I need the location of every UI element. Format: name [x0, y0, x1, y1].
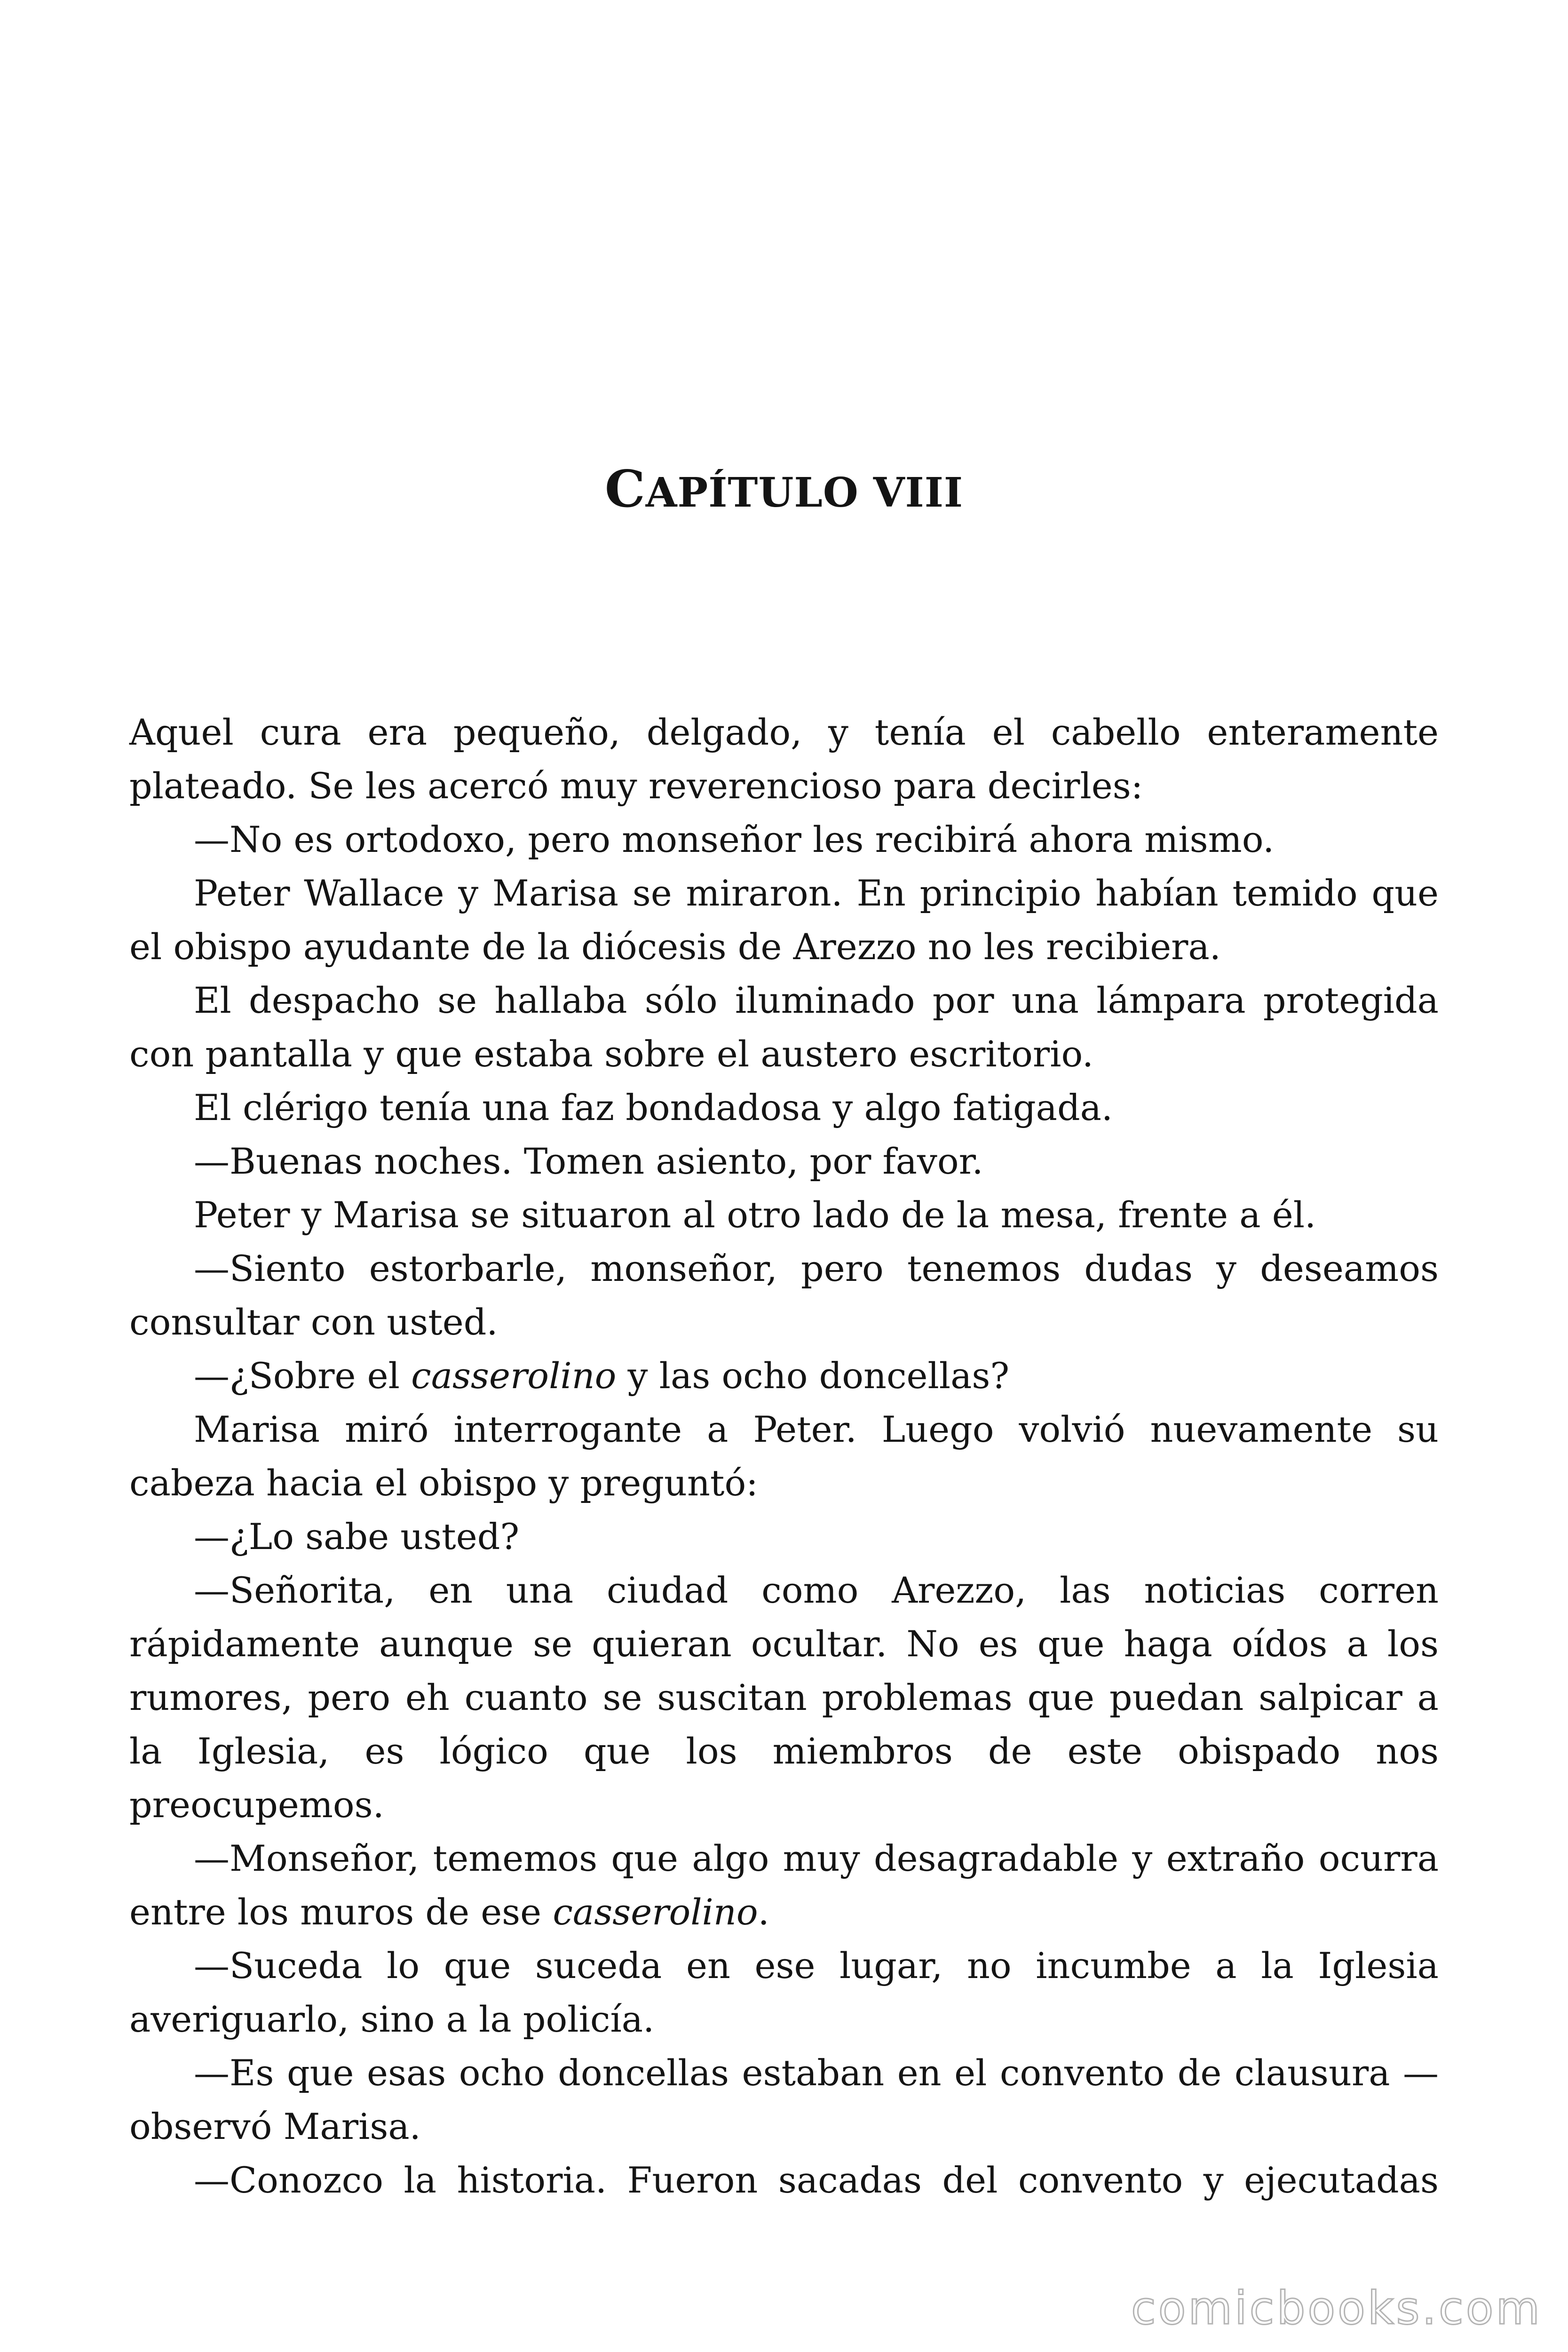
paragraph-text: —¿Sobre el	[194, 1355, 412, 1397]
paragraph-text: —Señorita, en una ciudad como Arezzo, las noticias corren rápidamente aunque se quieran ocultar. No es que haga oídos a los rumores, pero eh cuanto se suscitan problemas que puedan salpicar a la Iglesia, es lógico que los miembros de este obispado nos preocupemos.	[129, 1569, 1439, 1826]
paragraph-text: .	[758, 1891, 769, 1933]
paragraph	[129, 813, 1439, 866]
paragraph	[129, 1349, 1439, 1403]
paragraph	[129, 866, 1439, 974]
paragraph	[129, 1832, 1439, 1939]
paragraph	[129, 1939, 1439, 2046]
paragraph	[129, 2153, 1439, 2207]
paragraph-text: —Suceda lo que suceda en ese lugar, no incumbe a la Iglesia averiguarlo, sino a la policía.	[129, 1945, 1439, 2040]
paragraph-text: Marisa miró interrogante a Peter. Luego volvió nuevamente su cabeza hacia el obispo y preguntó:	[129, 1408, 1439, 1504]
paragraph-text: —¿Lo sabe usted?	[194, 1516, 520, 1557]
paragraph-text: Aquel cura era pequeño, delgado, y tenía el cabello enteramente plateado. Se les acercó muy reverencioso para decirles:	[129, 711, 1439, 807]
paragraph	[129, 1081, 1439, 1135]
italic-term: casserolino	[553, 1891, 758, 1933]
paragraph	[129, 2046, 1439, 2153]
paragraph	[129, 1188, 1439, 1242]
site-watermark: comicbooks.com	[1131, 2282, 1542, 2335]
paragraph	[129, 1564, 1439, 1832]
paragraph	[129, 1510, 1439, 1564]
italic-term: casserolino	[411, 1355, 617, 1397]
paragraph	[129, 974, 1439, 1081]
paragraph-text: El clérigo tenía una faz bondadosa y algo fatigada.	[194, 1087, 1113, 1128]
paragraph-text: —Buenas noches. Tomen asiento, por favor.	[194, 1140, 983, 1182]
paragraph-text: —No es ortodoxo, pero monseñor les recibirá ahora mismo.	[194, 818, 1275, 860]
paragraph-text: Peter y Marisa se situaron al otro lado de la mesa, frente a él.	[194, 1194, 1316, 1236]
paragraph-text: —Es que esas ocho doncellas estaban en el convento de clausura —observó Marisa.	[129, 2052, 1439, 2147]
paragraph	[129, 706, 1439, 813]
paragraph	[129, 1135, 1439, 1188]
paragraph	[129, 1242, 1439, 1349]
paragraph-text: El despacho se hallaba sólo iluminado por una lámpara protegida con pantalla y que estaba sobre el austero escritorio.	[129, 979, 1439, 1075]
chapter-title-initial: C	[604, 460, 646, 519]
paragraph-text: —Monseñor, tememos que algo muy desagradable y extraño ocurra entre los muros de ese	[129, 1837, 1439, 1933]
chapter-title-rest: APÍTULO VIII	[645, 469, 964, 516]
chapter-title	[0, 456, 1568, 526]
paragraph-text: Peter Wallace y Marisa se miraron. En principio habían temido que el obispo ayudante de la diócesis de Arezzo no les recibiera.	[129, 872, 1439, 968]
paragraph-text: y las ocho doncellas?	[616, 1355, 1010, 1397]
chapter-body	[129, 706, 1439, 2207]
paragraph	[129, 1403, 1439, 1510]
paragraph-text: —Siento estorbarle, monseñor, pero tenemos dudas y deseamos consultar con usted.	[129, 1248, 1439, 1343]
paragraph-text: —Conozco la historia. Fueron sacadas del convento y ejecutadas	[194, 2159, 1439, 2201]
